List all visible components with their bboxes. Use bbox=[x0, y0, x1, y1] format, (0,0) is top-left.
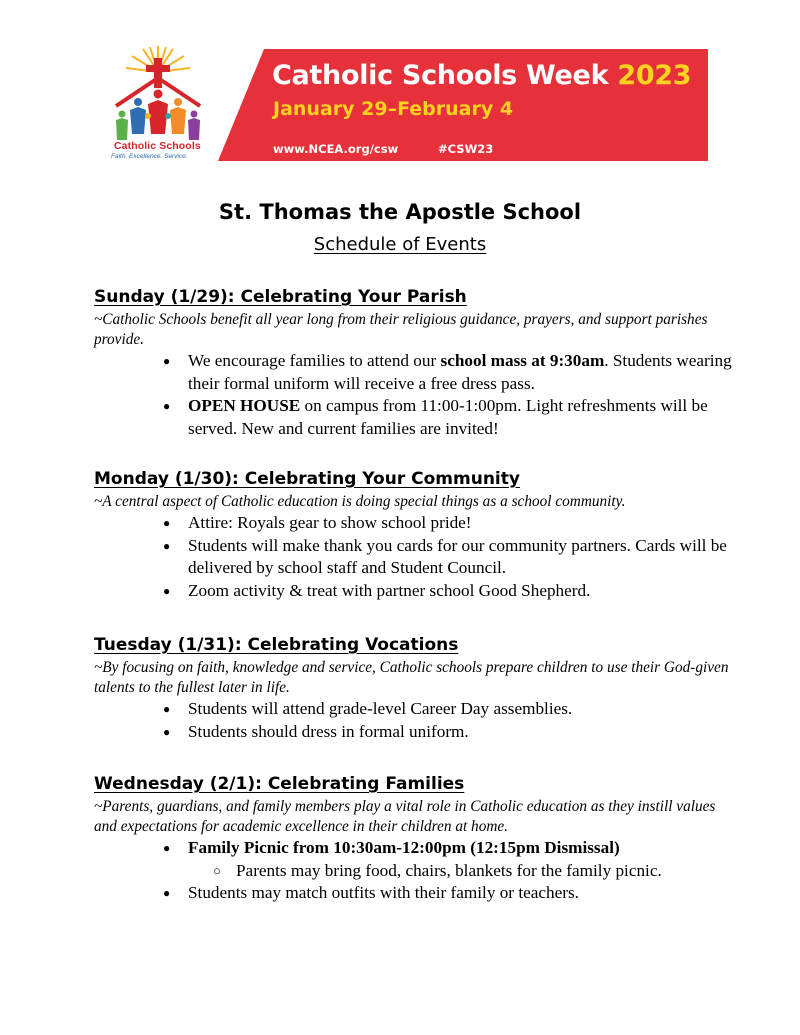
section-intro: ~Catholic Schools benefit all year long from their religious guidance, prayers, and support parishes provide. bbox=[94, 311, 708, 348]
section-monday bbox=[94, 468, 734, 602]
list-item: ● Family Picnic from 10:30am-12:00pm (12:15pm Dismissal) ○ Parents may bring food, chairs, blankets for the family picnic. bbox=[94, 837, 734, 882]
event-list bbox=[94, 837, 734, 905]
list-item: ● Students will attend grade-level Career Day assemblies. bbox=[94, 698, 734, 721]
logo-tagline: Faith. Excellence. Service. bbox=[111, 153, 188, 160]
list-item: ● Students should dress in formal uniform. bbox=[94, 721, 734, 744]
section-intro: ~By focusing on faith, knowledge and service, Catholic schools prepare children to use their God-given talents to the fullest later in life. bbox=[94, 659, 729, 696]
section-heading: Wednesday (2/1): Celebrating Families bbox=[94, 774, 465, 794]
event-list bbox=[94, 698, 734, 743]
list-item: ● Attire: Royals gear to show school pride! bbox=[94, 512, 734, 535]
banner-dates: January 29–February 4 bbox=[273, 98, 514, 120]
sub-list-item: ○ Parents may bring food, chairs, blankets for the family picnic. bbox=[188, 860, 734, 883]
list-item: ● Zoom activity & treat with partner school Good Shepherd. bbox=[94, 580, 734, 603]
school-name: St. Thomas the Apostle School bbox=[218, 200, 582, 224]
list-item: ● We encourage families to attend our school mass at 9:30am. Students wearing their formal uniform will receive a free dress pass. bbox=[94, 350, 734, 395]
section-intro: ~A central aspect of Catholic education is doing special things as a school community. bbox=[94, 493, 626, 510]
event-list bbox=[94, 350, 734, 440]
section-wednesday bbox=[94, 773, 734, 905]
list-item: ● OPEN HOUSE on campus from 11:00-1:00pm. Light refreshments will be served. New and current families are invited! bbox=[94, 395, 734, 440]
banner-hashtag: #CSW23 bbox=[438, 142, 494, 156]
section-intro: ~Parents, guardians, and family members play a vital role in Catholic education as they instill values and expectations for academic excellence in their children at home. bbox=[94, 798, 716, 835]
list-item: ● Students will make thank you cards for our community partners. Cards will be delivered by school staff and Student Council. bbox=[94, 535, 734, 580]
banner-year: 2023 bbox=[617, 60, 692, 91]
logo-caption: Catholic Schools bbox=[114, 140, 201, 152]
section-tuesday bbox=[94, 634, 734, 743]
banner-url: www.NCEA.org/csw bbox=[273, 142, 399, 156]
section-heading: Monday (1/30): Celebrating Your Community bbox=[94, 469, 520, 489]
banner-title: Catholic Schools Week 2023 bbox=[272, 60, 692, 91]
section-heading: Sunday (1/29): Celebrating Your Parish bbox=[94, 287, 467, 307]
sub-list bbox=[188, 860, 734, 883]
schedule-title: Schedule of Events bbox=[313, 234, 487, 255]
section-heading: Tuesday (1/31): Celebrating Vocations bbox=[94, 635, 459, 655]
list-item: ● Students may match outfits with their family or teachers. bbox=[94, 882, 734, 905]
section-sunday bbox=[94, 286, 734, 440]
event-list bbox=[94, 512, 734, 602]
